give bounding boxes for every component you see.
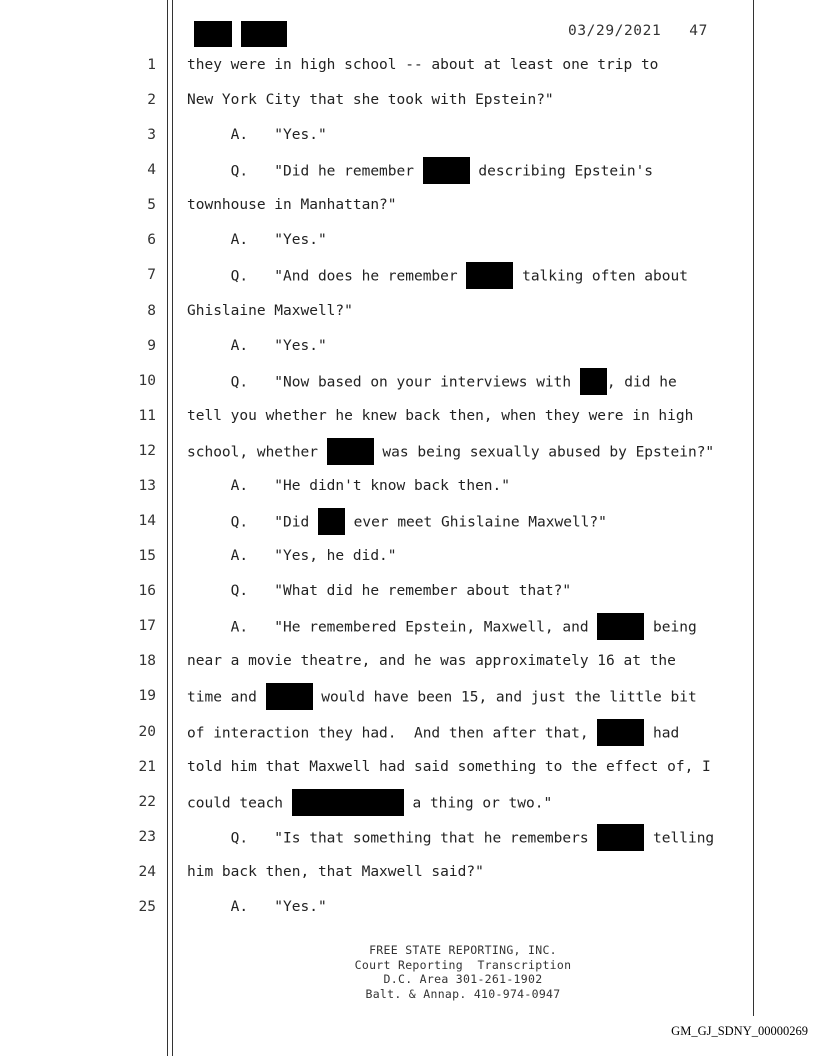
- transcript-line: [0, 228, 816, 252]
- line-text-segment: New York City that she took with Epstein?": [187, 92, 554, 109]
- line-number: 25: [138, 898, 156, 915]
- line-text-segment: talking often about: [513, 268, 688, 285]
- line-text-segment: A. "Yes.": [187, 232, 327, 249]
- redaction-box: [266, 683, 313, 710]
- transcript-line: [0, 614, 816, 638]
- transcript-line: [0, 684, 816, 708]
- redaction-box: [423, 157, 470, 184]
- line-text: [187, 404, 693, 428]
- line-text-segment: told him that Maxwell had said something to the effect of, I: [187, 758, 711, 775]
- redaction-box: [466, 262, 513, 289]
- redaction-box: [597, 719, 644, 746]
- line-text-segment: Q. "And does he remember: [187, 268, 467, 285]
- line-text-segment: was being sexually abused by Epstein?": [373, 444, 715, 461]
- line-text-segment: A. "Yes.": [187, 337, 327, 354]
- redaction-box: [292, 789, 404, 816]
- line-text: [187, 193, 397, 217]
- redaction-box: [318, 508, 345, 535]
- line-text: [187, 299, 353, 323]
- line-number: 5: [147, 197, 156, 214]
- line-text: [187, 614, 697, 641]
- transcript-line: [0, 860, 816, 884]
- transcript-line: [0, 439, 816, 463]
- line-text-segment: Q. "Now based on your interviews with: [187, 374, 580, 391]
- redaction-box: [597, 824, 644, 851]
- line-number: 3: [147, 127, 156, 144]
- line-number: 9: [147, 337, 156, 354]
- transcript-line: [0, 123, 816, 147]
- line-text-segment: A. "He didn't know back then.": [187, 477, 511, 494]
- line-text: [187, 263, 688, 290]
- line-text-segment: time and: [187, 689, 266, 706]
- line-text-segment: of interaction they had. And then after that,: [187, 725, 598, 742]
- line-text-segment: Q. "Did he remember: [187, 163, 423, 180]
- line-text-segment: A. "Yes.": [187, 898, 327, 915]
- redaction-box: [580, 368, 607, 395]
- transcript-line: [0, 193, 816, 217]
- line-text: [187, 684, 697, 711]
- line-text: [187, 649, 676, 673]
- line-text-segment: Ghislaine Maxwell?": [187, 302, 353, 319]
- line-number: 14: [138, 513, 156, 530]
- line-number: 10: [138, 372, 156, 389]
- line-text-segment: ever meet Ghislaine Maxwell?": [344, 514, 607, 531]
- footer-service: Court Reporting Transcription: [354, 957, 572, 972]
- line-text-segment: being: [644, 619, 697, 636]
- transcript-line: [0, 88, 816, 112]
- transcript-line: [0, 509, 816, 533]
- footer-balt-phone: Balt. & Annap. 410-974-0947: [365, 986, 561, 1001]
- line-text: [187, 790, 552, 817]
- line-number: 21: [138, 758, 156, 775]
- line-number: 8: [147, 302, 156, 319]
- line-number: 16: [138, 583, 156, 600]
- line-text: [187, 88, 554, 112]
- line-text-segment: could teach: [187, 795, 292, 812]
- line-number: 11: [138, 407, 156, 424]
- transcript-line: [0, 825, 816, 849]
- reporter-footer: [263, 943, 663, 1001]
- line-text-segment: townhouse in Manhattan?": [187, 197, 397, 214]
- line-text-segment: , did he: [606, 374, 677, 391]
- transcript-line: [0, 404, 816, 428]
- line-text: [187, 53, 658, 77]
- line-text-segment: Q. "Did: [187, 514, 318, 531]
- line-text: [187, 439, 714, 466]
- transcript-line: [0, 334, 816, 358]
- line-text-segment: telling: [644, 830, 715, 847]
- line-text: [187, 755, 711, 779]
- transcript-line: [0, 299, 816, 323]
- line-text: [187, 579, 571, 603]
- line-number: 2: [147, 92, 156, 109]
- line-text: [187, 158, 653, 185]
- line-number: 23: [138, 828, 156, 845]
- line-text-segment: Q. "Is that something that he remembers: [187, 830, 598, 847]
- line-text-segment: would have been 15, and just the little bit: [312, 689, 697, 706]
- transcript-line: [0, 649, 816, 673]
- footer-dc-phone: D.C. Area 301-261-1902: [383, 972, 543, 986]
- transcript-line: [0, 474, 816, 498]
- transcript-line: [0, 53, 816, 77]
- line-number: 12: [138, 442, 156, 459]
- line-text-segment: tell you whether he knew back then, when they were in high: [187, 407, 694, 424]
- line-number: 15: [138, 548, 156, 565]
- line-number: 19: [138, 688, 156, 705]
- line-number: 22: [138, 793, 156, 810]
- line-text-segment: A. "He remembered Epstein, Maxwell, and: [187, 619, 598, 636]
- line-text-segment: near a movie theatre, and he was approximately 16 at the: [187, 653, 676, 670]
- line-number: 7: [147, 267, 156, 284]
- transcript-line: [0, 755, 816, 779]
- line-text-segment: had: [644, 725, 680, 742]
- line-text: [187, 509, 607, 536]
- line-text: [187, 228, 327, 252]
- line-text-segment: a thing or two.": [403, 795, 553, 812]
- line-number: 1: [147, 57, 156, 73]
- transcript-line: [0, 263, 816, 287]
- header-date-page: 03/29/2021 47: [568, 23, 708, 39]
- redaction-box: [597, 613, 644, 640]
- line-text: [187, 825, 714, 852]
- line-number: 24: [138, 863, 156, 880]
- footer-company: FREE STATE REPORTING, INC.: [369, 943, 557, 957]
- transcript-line: [0, 544, 816, 568]
- line-text: [187, 369, 677, 396]
- line-number: 13: [138, 477, 156, 494]
- transcript-line: [0, 790, 816, 814]
- line-text-segment: A. "Yes.": [187, 127, 327, 144]
- line-text: [187, 860, 484, 884]
- line-text: [187, 544, 397, 568]
- header-redaction: [241, 21, 287, 47]
- redaction-box: [327, 438, 374, 465]
- transcript-line: [0, 579, 816, 603]
- header-redaction: [194, 21, 232, 47]
- line-number: 20: [138, 723, 156, 740]
- line-text-segment: Q. "What did he remember about that?": [187, 583, 572, 600]
- transcript-line: [0, 158, 816, 182]
- line-text-segment: A. "Yes, he did.": [187, 548, 397, 565]
- line-number: 6: [147, 232, 156, 249]
- line-text: [187, 123, 327, 147]
- line-text: [187, 895, 327, 919]
- transcript-line: [0, 720, 816, 744]
- line-text: [187, 334, 327, 358]
- line-text: [187, 474, 510, 498]
- line-text: [187, 720, 679, 747]
- line-number: 17: [138, 618, 156, 635]
- line-text-segment: him back then, that Maxwell said?": [187, 863, 484, 880]
- bates-number: GM_GJ_SDNY_00000269: [671, 1024, 808, 1038]
- line-text-segment: describing Epstein's: [469, 163, 654, 180]
- line-number: 18: [138, 653, 156, 670]
- line-text-segment: they were in high school -- about at least one trip to: [187, 57, 659, 73]
- line-text-segment: school, whether: [187, 444, 327, 461]
- transcript-line: [0, 369, 816, 393]
- line-number: 4: [147, 162, 156, 179]
- transcript-line: [0, 895, 816, 919]
